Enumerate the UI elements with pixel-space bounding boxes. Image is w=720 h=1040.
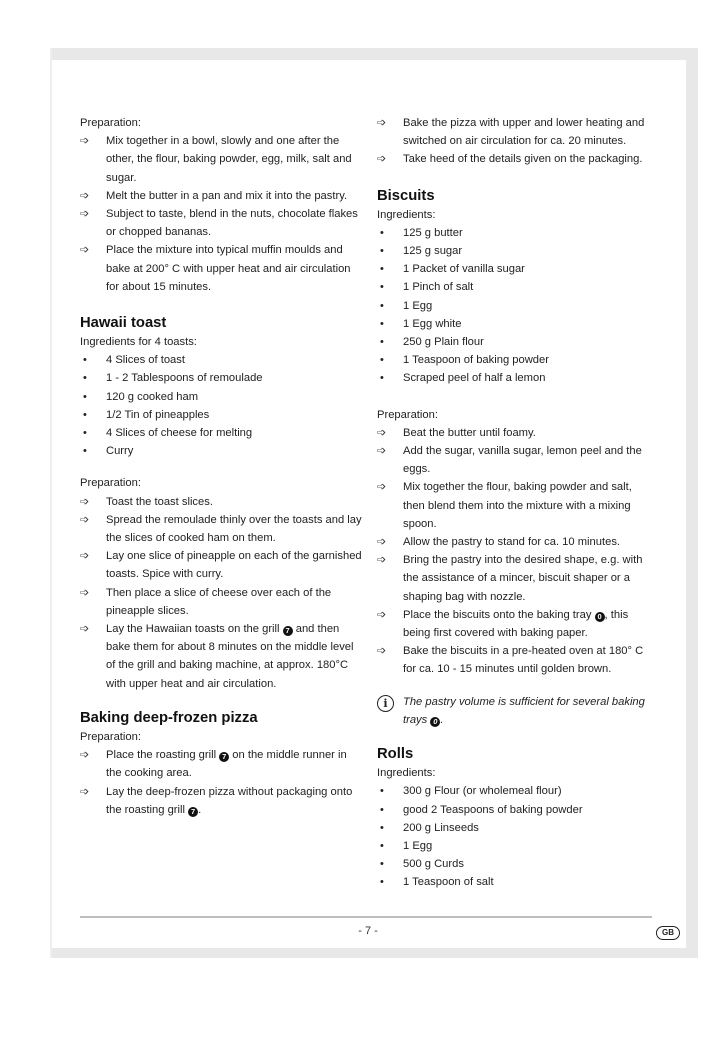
ingredient: • 4 Slices of cheese for melting [80,424,364,442]
footer-divider [80,916,652,918]
ingredient-list [80,351,364,460]
step: ➩ Bake the pizza with upper and lower heating and switched on air circulation for ca. 20 minutes. [377,114,649,150]
step-list [377,114,649,169]
section-heading: Hawaii toast [80,315,167,332]
step: ➩ Place the biscuits onto the baking tray 0 , this being first covered with baking paper. [377,606,649,642]
part-number-badge: 7 [188,807,198,817]
ingredient-list [377,782,649,891]
page-number: - 7 - [358,925,378,937]
section-heading: Rolls [377,746,414,763]
page-frame-bottom [50,948,698,958]
step: ➩ Add the sugar, vanilla sugar, lemon peel and the eggs. [377,442,649,478]
ingredient: • 1 Egg [377,297,649,315]
ingredient: • 1 Teaspoon of salt [377,873,649,891]
page-frame-top [50,48,698,60]
left-column [80,114,364,819]
ingredient: • Curry [80,442,364,460]
step: ➩ Bake the biscuits in a pre-heated oven at 180° C for ca. 10 - 15 minutes until golden brown. [377,642,649,678]
ingredients-label: Ingredients: [377,208,436,221]
step: ➩ Mix together the flour, baking powder and salt, then blend them into the mixture with a mixing spoon. [377,478,649,533]
ingredient: • 1 Packet of vanilla sugar [377,260,649,278]
page-frame-right [686,48,698,958]
step: ➩ Bring the pastry into the desired shape, e.g. with the assistance of a mincer, biscuit shaper or a shaping bag with nozzle. [377,551,649,606]
step: ➩ Place the mixture into typical muffin moulds and bake at 200° C with upper heat and air circulation for about 15 minutes. [80,241,364,296]
ingredient: • 1/2 Tin of pineapples [80,406,364,424]
step-list [80,132,364,296]
step: ➩ Then place a slice of cheese over each of the pineapple slices. [80,584,364,620]
step: ➩ Beat the butter until foamy. [377,424,649,442]
biscuits-section [377,187,649,729]
ingredient: • 1 - 2 Tablespoons of remoulade [80,369,364,387]
ingredient: • 1 Teaspoon of baking powder [377,351,649,369]
ingredients-label: Ingredients: [377,767,436,780]
part-number-badge: 0 [430,717,440,727]
section-heading: Biscuits [377,187,435,204]
section-label: Preparation: [80,477,141,490]
step: ➩ Toast the toast slices. [80,493,364,511]
step: ➩ Place the roasting grill 7 on the middle runner in the cooking area. [80,746,364,782]
section-label: Preparation: [80,730,141,743]
step: ➩ Lay the Hawaiian toasts on the grill 7 and then bake them for about 8 minutes on the middle level of the grill and baking machine, at approx. 180°C with upper heat and air circulation. [80,620,364,693]
ingredient: • 125 g butter [377,224,649,242]
part-number-badge: 7 [219,752,229,762]
ingredient: • 125 g sugar [377,242,649,260]
ingredient-list [377,224,649,388]
ingredient: • Scraped peel of half a lemon [377,369,649,387]
hawaii-toast-section [80,314,364,693]
step-list [377,424,649,679]
ingredient: • 1 Pinch of salt [377,278,649,296]
section-label: Preparation: [377,408,438,421]
info-icon: i [377,695,394,712]
step: ➩ Lay one slice of pineapple on each of the garnished toasts. Spice with curry. [80,547,364,583]
step: ➩ Allow the pastry to stand for ca. 10 minutes. [377,533,649,551]
pizza-continued [377,114,649,169]
ingredient: • good 2 Teaspoons of baking powder [377,801,649,819]
step-list [80,493,364,693]
page-frame-left [50,48,52,958]
section-heading: Baking deep-frozen pizza [80,709,258,726]
ingredient: • 120 g cooked ham [80,388,364,406]
country-code-badge: GB [656,926,680,940]
ingredient: • 300 g Flour (or wholemeal flour) [377,782,649,800]
part-number-badge: 0 [595,612,605,622]
ingredient: • 500 g Curds [377,855,649,873]
step-list [80,746,364,819]
step: ➩ Take heed of the details given on the packaging. [377,150,649,168]
ingredient: • 250 g Plain flour [377,333,649,351]
section-label: Preparation: [80,117,141,129]
step: ➩ Melt the butter in a pan and mix it into the pastry. [80,187,364,205]
step: ➩ Subject to taste, blend in the nuts, chocolate flakes or chopped bananas. [80,205,364,241]
step: ➩ Lay the deep-frozen pizza without packaging onto the roasting grill 7 . [80,783,364,819]
muffin-preparation [80,114,364,296]
ingredient: • 4 Slices of toast [80,351,364,369]
ingredients-label: Ingredients for 4 toasts: [80,336,197,349]
ingredient: • 1 Egg [377,837,649,855]
ingredient: • 1 Egg white [377,315,649,333]
right-column [377,114,649,892]
frozen-pizza-section [80,709,364,819]
step: ➩ Mix together in a bowl, slowly and one after the other, the flour, baking powder, egg, milk, salt and sugar. [80,132,364,187]
step: ➩ Spread the remoulade thinly over the toasts and lay the slices of cooked ham on them. [80,511,364,547]
part-number-badge: 7 [283,626,293,636]
info-note: i The pastry volume is sufficient for several baking trays 0 . [377,693,649,729]
rolls-section [377,745,649,891]
ingredient: • 200 g Linseeds [377,819,649,837]
